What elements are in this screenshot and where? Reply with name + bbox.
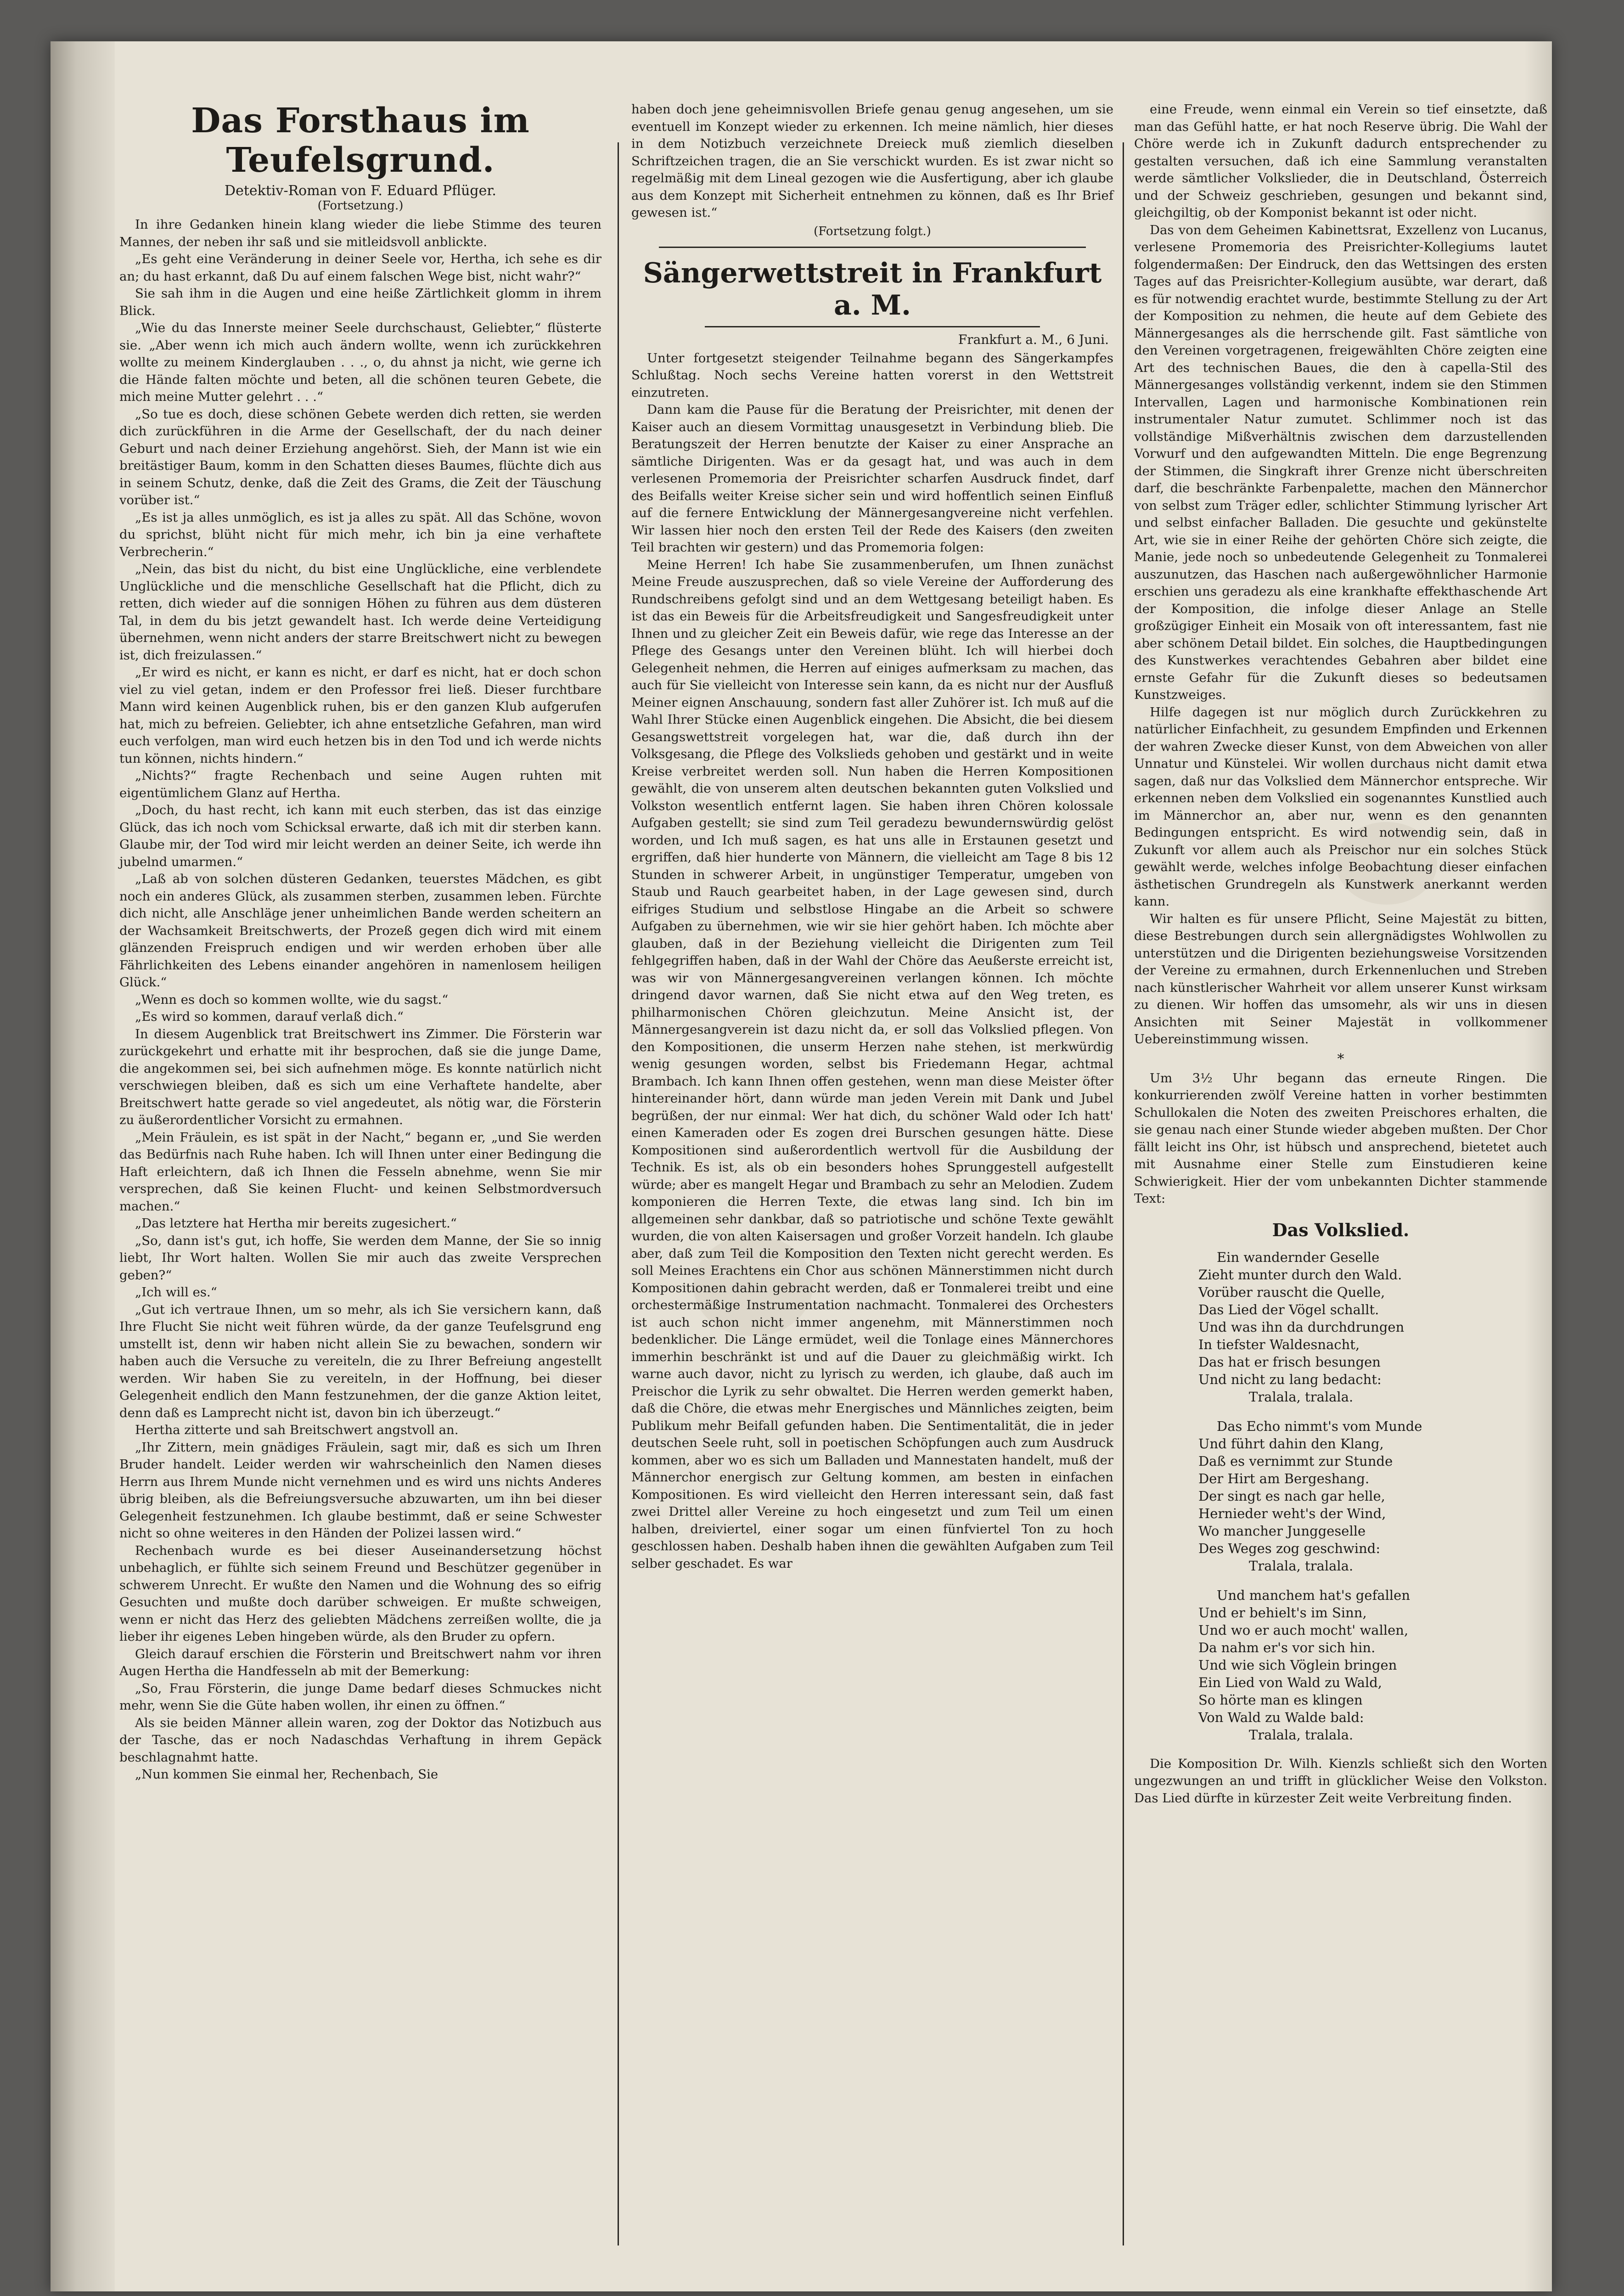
novel-paragraph: „Er wird es nicht, er kann es nicht, er darf es nicht, hat er doch schon viel zu viel getan, indem er den Professor frei ließ. Dieser furchtbare Mann wird keinen Augenblick ruhen, bis er den ganzen Klub aufgerufen hat, mich zu befreien. Geliebter, ich ahne entsetzliche Gefahren, man wird euch verfolgen, man wird euch hetzen bis in den Tod und ich werde nichts tun können, nichts hindern.“ [119, 665, 601, 766]
poem-line: Und wie sich Vöglein bringen [1198, 1657, 1397, 1673]
column-divider [618, 142, 619, 2245]
poem-line: Tralala, tralala. [1249, 1727, 1354, 1743]
poem-line: Und führt dahin den Klang, [1198, 1435, 1384, 1452]
poem-stanza [1134, 1249, 1547, 1406]
article-paragraph: Hilfe dagegen ist nur möglich durch Zurückkehren zu natürlicher Einfachheit, zu gesundem Empfinden und Erkennen der wahren Zwecke dieser Kunst, von dem Abweichen von aller Unnatur und Künstelei. Wir wollen durchaus nicht damit etwa sagen, daß nur das Volkslied dem Männerchor entspreche. Wir erkennen neben dem Volkslied ein sogenanntes Kunstlied auch im Männerchor an, aber nur, wenn es den genannten Bedingungen entspricht. Es wird notwendig sein, daß in Zukunft vor allem auch als Preischor nur ein solches Stück gewählt werde, welches infolge Beobachtung dieser einfachen ästhetischen Grundregeln als Kunstwerk anerkannt werden kann. [1134, 704, 1547, 909]
article-body [631, 350, 1113, 1573]
column-divider [1123, 142, 1124, 2245]
poem-line: Der singt es nach gar helle, [1198, 1488, 1385, 1504]
novel-paragraph: „Es wird so kommen, darauf verlaß dich.“ [135, 1009, 404, 1024]
poem-line: Tralala, tralala. [1249, 1389, 1354, 1405]
poem-stanza [1134, 1587, 1547, 1744]
novel-paragraph: „Wie du das Innerste meiner Seele durchschaust, Geliebter,“ flüsterte sie. „Aber wenn ich mich auch ändern wollte, wenn ich zurückkehren wollte zu meinem Kinderglauben . . ., o, du ahnst ja nicht, wie gerne ich die Hände falten möchte und beten, all die schönen teuren Gebete, die mich meine Mutter gelehrt . . .“ [119, 321, 601, 404]
novel-paragraph: „So tue es doch, diese schönen Gebete werden dich retten, sie werden dich zurückführen in die Arme der Gesellschaft, der du nach deiner Geburt und nach deiner Erziehung angehörst. Sieh, der Mann ist wie ein breitästiger Baum, komm in den Schatten dieses Baumes, flüchte dich aus in seinem Schutz, denke, daß die Zeit des Grams, die Zeit der Täuschung vorüber ist.“ [119, 406, 601, 507]
poem-line: Und wo er auch mocht' wallen, [1198, 1622, 1409, 1638]
newspaper-page [51, 41, 1552, 2291]
novel-paragraph: Hertha zitterte und sah Breitschwert angstvoll an. [135, 1423, 459, 1437]
novel-byline: Detektiv-Roman von F. Eduard Pflüger. [225, 183, 496, 199]
continuation-note: (Fortsetzung.) [317, 199, 404, 213]
poem-title: Das Volkslied. [1272, 1219, 1410, 1240]
poem-line: Hernieder weht's der Wind, [1198, 1505, 1386, 1521]
novel-paragraph: „Es geht eine Veränderung in deiner Seele vor, Hertha, ich sehe es dir an; du hast erkannt, daß Du auf einem falschen Wege bist, nicht wahr?“ [119, 252, 601, 284]
poem [1134, 1249, 1547, 1744]
novel-body [119, 216, 601, 1784]
to-be-continued-note: (Fortsetzung folgt.) [814, 224, 931, 238]
novel-paragraph: „Nun kommen Sie einmal her, Rechenbach, Sie [135, 1767, 438, 1782]
column-right [1134, 101, 1547, 1807]
novel-paragraph: „So, dann ist's gut, ich hoffe, Sie werden dem Manne, der Sie so innig liebt, Ihr Wort halten. Wollen Sie mir auch das zweite Versprechen geben?“ [119, 1233, 601, 1283]
article-body-continued [1134, 101, 1547, 1048]
novel-paragraph: „Das letztere hat Hertha mir bereits zugesichert.“ [135, 1216, 457, 1231]
article-paragraph: Das von dem Geheimen Kabinettsrat, Exzellenz von Lucanus, verlesene Promemoria des Preisrichter-Kollegiums lautet folgendermaßen: Der Eindruck, den das Wettsingen des ersten Tages auf das Preisrichter-Kollegium ausübte, war derart, daß es für notwendig erachtet wurde, bestimmte Stellung zu der Art der Komposition zu nehmen, die heute auf dem Gebiete des Männergesanges als die herrschende gilt. Fast sämtliche von den Vereinen vorgetragenen, freigewählten Chöre zeigten eine Art des technischen Baues, die den à capella-Stil des Männergesanges vollständig verkennt, indem sie den Stimmen Intervallen, Lagen und harmonische Kombinationen rein instrumentaler Natur zumutet. Schlimmer noch ist das vollständige Mißverhältnis zwischen dem darzustellenden Vorwurf und den aufgewandten Mitteln. Die enge Begrenzung der Stimmen, die Singkraft ihrer Grenze nicht überschreiten darf, die beschränkte Farbenpalette, machen den Männerchor von selbst zum Träger edler, schlichter Stimmung lyrischer Art und selbst einfacher Balladen. Die gesuchte und gekünstelte Art, wie sie in einer Reihe der gehörten Chöre sich zeigte, die Manie, jede noch so unbedeutende Gelegenheit zu Tonmalerei auszunutzen, das Haschen nach außergewöhnlicher Harmonie erschien uns geradezu als eine krankhafte effekthaschende Art der Komposition, die infolge dieser Anlage an Stelle großzügiger Einheit ein Mosaik von oft interessantem, fast nie aber schönem Detail bildet. Ein solches, die Hauptbedingungen des Kunstwerkes verachtendes Gebahren aber bildet eine ernste Gefahr für die Zukunft dieses so bedeutsamen Kunstzweiges. [1134, 222, 1547, 702]
poem-stanza [1134, 1418, 1547, 1575]
novel-paragraph: Als sie beiden Männer allein waren, zog der Doktor das Notizbuch aus der Tasche, das er noch Nadaschdas Verhaftung in ihrem Gepäck beschlagnahmt hatte. [119, 1715, 601, 1765]
poem-line: Das Lied der Vögel schallt. [1198, 1301, 1379, 1317]
novel-paragraph: „Es ist ja alles unmöglich, es ist ja alles zu spät. All das Schöne, wovon du sprichst, blüht nicht für mich mehr, ich bin ja eine verhaftete Verbrecherin.“ [119, 510, 601, 559]
poem-line: Und manchem hat's gefallen [1217, 1587, 1410, 1603]
novel-paragraph: „So, Frau Försterin, die junge Dame bedarf dieses Schmuckes nicht mehr, wenn Sie die Güte haben wollen, ihr einen zu öffnen.“ [119, 1681, 601, 1713]
article-paragraph: eine Freude, wenn einmal ein Verein so tief einsetzte, daß man das Gefühl hatte, er hat noch Reserve übrig. Die Wahl der Chöre werde ich in Zukunft dadurch entsprechender zu gestalten versuchen, daß ich eine Sammlung veranstalten werde sämtlicher Volkslieder, die in Deutschland, Österreich und der Schweiz geschrieben, gesungen und bekannt sind, gleichgiltig, ob der Komponist bekannt ist oder nicht. [1134, 102, 1547, 220]
poem-line: Zieht munter durch den Wald. [1198, 1266, 1402, 1283]
poem-line: Daß es vernimmt zur Stunde [1198, 1453, 1393, 1469]
poem-line: In tiefster Waldesnacht, [1198, 1336, 1360, 1352]
novel-paragraph: „Doch, du hast recht, ich kann mit euch sterben, das ist das einzige Glück, das ich noch vom Schicksal erwarte, daß ich mit dir sterben kann. Glaube mir, der Tod wird mir leicht werden an deiner Seite, ich werde ihn jubelnd umarmen.“ [119, 803, 601, 869]
poem-line: Das Echo nimmt's vom Munde [1217, 1418, 1422, 1434]
section-separator: * [1337, 1051, 1344, 1067]
heading-rule [705, 326, 1040, 327]
article-paragraph: Dann kam die Pause für die Beratung der Preisrichter, mit denen der Kaiser auch an diesem Vormittag unausgesetzt in Verbindung blieb. Die Beratungszeit der Herren benutzte der Kaiser zu einer Ansprache an sämtliche Dirigenten. Was er da gesagt hat, und was auch in dem verlesenen Promemoria der Preisrichter scharfen Ausdruck findet, darf des Beifalls weiter Kreise sicher sein und wird hoffentlich seinen Einfluß auf die fernere Entwicklung der Männergesangvereine nicht verfehlen. Wir lassen hier noch den ersten Teil der Rede des Kaisers (den zweiten Teil brachten wir gestern) und das Promemoria folgen: [631, 402, 1113, 555]
article-paragraph: Meine Herren! Ich habe Sie zusammenberufen, um Ihnen zunächst Meine Freude auszusprechen, daß so viele Vereine der Aufforderung des Rundschreibens gefolgt sind und an dem Wettgesang beteiligt haben. Es ist das ein Beweis für die Arbeitsfreudigkeit und Sangesfreudigkeit unter Ihnen und zu gleicher Zeit ein Beweis dafür, wie rege das Interesse an der Pflege des Gesangs unter den Vereinen blüht. Ich will hierbei doch Gelegenheit nehmen, die Herren auf einiges aufmerksam zu machen, das auch für Sie vielleicht von Interesse sein kann, da es nicht nur der Ausfluß Meiner eignen Anschauung, sondern fast aller Zuhörer ist. Ich muß auf die Wahl Ihrer Stücke einen Augenblick eingehen. Die Absicht, die bei diesem Gesangswettstreit vorgelegen hat, war die, daß durch ihn der Volksgesang, die Pflege des Volkslieds gehoben und gestärkt und in weite Kreise verbreitet werden soll. Nun haben die Herren Kompositionen gewählt, die von unserem alten deutschen bekannten guten Volkslied und Volkston wesentlich entfernt lagen. Sie haben ihren Chören kolossale Aufgaben gestellt; sie sind zum Teil geradezu bewundernswürdig gelöst worden, und Ich muß sagen, es hat uns alle in Erstaunen gesetzt und ergriffen, daß hier hunderte von Männern, die vielleicht am Tage 8 bis 12 Stunden in schwerer Arbeit, in ungünstiger Temperatur, umgeben von Staub und Rauch gearbeitet haben, in der Lage gewesen sind, durch eifriges Studium und selbstlose Hingabe an die Arbeit so schwere Aufgaben zu übernehmen, wie wir sie hier gehört haben. Ich möchte aber glauben, daß in der Beziehung vielleicht die Dirigenten zum Teil fehlgegriffen haben, daß in der Wahl der Chöre das Aeußerste erreicht ist, was wir von Männergesangvereinen verlangen können. Ich möchte dringend davor warnen, daß Sie nicht etwa auf den Weg treten, es philharmonischen Chören gleichzutun. Meine Ansicht ist, der Männergesangverein ist dazu nicht da, er soll das Volkslied pflegen. Von den Kompositionen, die unserm Herzen nahe stehen, ist merkwürdig wenig gesungen worden, selbst bis Friedemann Hegar, achtmal Brambach. Ich kann Ihnen offen gestehen, wenn man diese Meister öfter hintereinander hört, dann würde man jeden Verein mit Dank und Jubel begrüßen, der nur einmal: Wer hat dich, du schöner Wald oder Ich hatt' einen Kameraden oder Es zogen drei Burschen gesungen hätte. Diese Kompositionen sind außerordentlich wertvoll für die Ausbildung der Technik. Es ist, als ob ein besonders hohes Sprunggestell aufgestellt würde; aber es mangelt Hegar und Brambach zu sehr an Melodien. Zudem komponieren die Herren Texte, die etwas lang sind. Ich bin im allgemeinen sehr dankbar, daß so patriotische und schöne Texte gewählt wurden, die von alten Kaisersagen und großer Vorzeit handeln. Ich glaube aber, daß zum Teil die Komposition den Texten nicht gerecht werden. Es soll Meines Erachtens ein Chor aus schönen Männerstimmen nicht durch Kompositionen dahin gebracht werden, daß er Tonmalerei treibt und eine orchestermäßige Instrumentation nachmacht. Tonmalerei des Orchesters ist auch schon nicht immer angenehm, mit Männerstimmen noch bedenklicher. Die Länge ermüdet, weil die Tonlage eines Männerchores immerhin beschränkt ist und auf die Dauer zu gleichmäßig wirkt. Ich warne auch davor, nicht zu lyrisch zu werden, ich glaube, daß auch im Preischor die Lyrik zu sehr obwaltet. Die Herren werden gemerkt haben, daß die Chöre, die etwas mehr Energisches und Männliches zeigten, beim Publikum mehr Beifall gefunden haben. Die Sentimentalität, die in jeder deutschen Seele ruht, soll in poetischen Schöpfungen auch zum Ausdruck kommen, aber wo es sich um Balladen und Mannestaten handelt, muß der Männerchor energisch zur Geltung kommen, am besten in einfachen Kompositionen. Es wird vielleicht den Herren interessant sein, daß fast zwei Drittel aller Vereine zu hoch eingesetzt und zum Teil um einen halben, dreiviertel, einer sogar um einen fünfviertel Ton zu hoch geschlossen haben. Deshalb haben ihnen die gewählten Aufgaben zum Teil selber geschadet. Es war [631, 557, 1113, 1571]
novel-paragraph: Sie sah ihm in die Augen und eine heiße Zärtlichkeit glomm in ihrem Blick. [119, 286, 601, 318]
novel-paragraph: „Mein Fräulein, es ist spät in der Nacht,“ begann er, „und Sie werden das Bedürfnis nach Ruhe haben. Ich will Ihnen unter einer Bedingung die Haft erleichtern, daß ich Ihnen die Fesseln abnehme, wenn Sie mir versprechen, daß Sie keinen Flucht- und keinen Selbstmordversuch machen.“ [119, 1130, 601, 1214]
poem-line: Und nicht zu lang bedacht: [1198, 1371, 1382, 1387]
poem-line: Der Hirt am Bergeshang. [1198, 1470, 1370, 1486]
novel-paragraph: „Laß ab von solchen düsteren Gedanken, teuerstes Mädchen, es gibt noch ein anderes Glück, als zusammen sterben, zusammen leben. Fürchte dich nicht, alle Anschläge jener unheimlichen Bande werden scheitern an der Wachsamkeit Breitschwerts, der Prozeß gegen dich wird mit einem glänzenden Freispruch endigen und wir werden erhoben über alle Fährlichkeiten des Lebens einander angehören in namenlosem heiligen Glück.“ [119, 872, 601, 990]
article-paragraph: Um 3½ Uhr begann das erneute Ringen. Die konkurrierenden zwölf Vereine hatten in vorher bestimmten Schullokalen die Noten des zweiten Preischores erhalten, die sie genau nach einer Stunde wieder abgeben mußten. Der Chor fällt leicht ins Ohr, ist hübsch und ansprechend, bietetet auch mit Ausnahme einer Stelle zum Einstudieren keine Schwierigkeit. Hier der vom unbekannten Dichter stammende Text: [1134, 1070, 1547, 1206]
poem-line: So hörte man es klingen [1198, 1692, 1363, 1708]
article-dateline: Frankfurt a. M., 6 Juni. [958, 332, 1109, 347]
poem-line: Das hat er frisch besungen [1198, 1354, 1381, 1370]
novel-paragraph: „Nichts?“ fragte Rechenbach und seine Augen ruhten mit eigentümlichem Glanz auf Hertha. [119, 768, 601, 800]
novel-paragraph: „Nein, das bist du nicht, du bist eine Unglückliche, eine verblendete Unglückliche und die menschliche Gesellschaft hat die Pflicht, dich zu retten, dich wieder auf die sonnigen Höhen zu führen aus dem düsteren Tal, in dem du bis jetzt gewandelt hast. Ich werde deine Verteidigung übernehmen, wenn nicht anders der starre Breitschwert nicht zu bewegen ist, dich freizulassen.“ [119, 562, 601, 663]
novel-title: Das Forsthaus im Teufelsgrund. [191, 101, 530, 180]
novel-continuation-paragraph: haben doch jene geheimnisvollen Briefe genau genug angesehen, um sie eventuell im Konzept wieder zu erkennen. Ich meine nämlich, hier dieses in dem Notizbuch verzeichnete Dreieck muß ziemlich dieselben Schriftzeichen tragen, die an Sie verschickt wurden. Es ist zwar nicht so regelmäßig mit dem Lineal gezogen wie die Ausfertigung, aber ich glaube aus dem Konzept mit Sicherheit entnehmen zu können, daß es Ihr Brief gewesen ist.“ [631, 102, 1113, 220]
poem-line: Ein Lied von Wald zu Wald, [1198, 1674, 1382, 1690]
column-serial-novel [119, 101, 601, 1784]
poem-line: Des Weges zog geschwind: [1198, 1540, 1381, 1556]
novel-paragraph: „Ihr Zittern, mein gnädiges Fräulein, sagt mir, daß es sich um Ihren Bruder handelt. Leider werden wir wahrscheinlich den Namen dieses Herrn aus Ihrem Munde nicht vernehmen und es wird uns nichts Anderes übrig bleiben, als die Befreiungsversuche abzuwarten, um ihn bei dieser Gelegenheit festzunehmen. Ich glaube bestimmt, daß er seine Schwester nicht so ohne weiteres in den Händen der Polizei lassen wird.“ [119, 1440, 601, 1541]
poem-line: Und was ihn da durchdrungen [1198, 1319, 1405, 1335]
poem-line: Ein wandernder Geselle [1217, 1249, 1380, 1265]
section-rule [659, 247, 1086, 248]
poem-line: Tralala, tralala. [1249, 1558, 1354, 1574]
poem-line: Und er behielt's im Sinn, [1198, 1604, 1367, 1621]
novel-paragraph: „Wenn es doch so kommen wollte, wie du sagst.“ [135, 992, 449, 1007]
novel-paragraph: In ihre Gedanken hinein klang wieder die liebe Stimme des teuren Mannes, der neben ihr saß und sie mitleidsvoll anblickte. [119, 217, 601, 249]
novel-paragraph: „Ich will es.“ [135, 1285, 217, 1300]
page-binding [51, 41, 115, 2291]
article-paragraph: Unter fortgesetzt steigender Teilnahme begann des Sängerkampfes Schlußtag. Noch sechs Vereine hatten vorerst in den Wettstreit einzutreten. [631, 350, 1113, 400]
column-center [631, 101, 1113, 1572]
novel-paragraph: In diesem Augenblick trat Breitschwert ins Zimmer. Die Försterin war zurückgekehrt und erhatte mit ihr besprochen, daß sie die junge Dame, die angekommen sei, bei sich aufnehmen möge. Es konnte natürlich nicht verschwiegen bleiben, daß es sich um eine Verhaftete handelte, aber Breitschwert hatte gerade so viel angedeutet, als nötig war, die Försterin zu äußerordentlicher Vorsicht zu ermahnen. [119, 1026, 601, 1127]
novel-paragraph: Rechenbach wurde es bei dieser Auseinandersetzung höchst unbehaglich, er fühlte sich seinem Freund und Beschützer gegenüber in schwerem Unrecht. Er wußte den Namen und die Wohnung des so eifrig Gesuchten und mußte doch darüber schweigen. Er mußte schweigen, wenn er nicht das Herz des geliebten Mädchens zerreißen wollte, die ja lieber ihr eigenes Leben hingeben würde, als den Bruder zu opfern. [119, 1543, 601, 1644]
closing-paragraph: Die Komposition Dr. Wilh. Kienzls schließt sich den Worten ungezwungen an und trifft in glücklicher Weise den Volkston. Das Lied dürfte in kürzester Zeit weite Verbreitung finden. [1134, 1756, 1547, 1806]
article-heading: Sängerwettstreit in Frankfurt a. M. [643, 257, 1102, 321]
novel-paragraph: Gleich darauf erschien die Försterin und Breitschwert nahm vor ihren Augen Hertha die Handfesseln ab mit der Bemerkung: [119, 1646, 601, 1678]
poem-line: Von Wald zu Walde bald: [1198, 1709, 1364, 1725]
poem-line: Wo mancher Junggeselle [1198, 1523, 1366, 1539]
novel-paragraph: „Gut ich vertraue Ihnen, um so mehr, als ich Sie versichern kann, daß Ihre Flucht Sie nicht weit führen würde, da der ganze Teufelsgrund eng umstellt ist, denn wir haben nicht allein Sie zu bewachen, sondern wir haben auch die Versuche zu vereiteln, die zu Ihrer Befreiung angestellt werden. Wir haben Sie zu vereiteln, in der Hoffnung, bei dieser Gelegenheit endlich den Mann festzunehmen, der die ganze Aktion leitet, denn daß es Lamprecht nicht ist, davon bin ich überzeugt.“ [119, 1302, 601, 1420]
poem-line: Da nahm er's vor sich hin. [1198, 1639, 1376, 1655]
poem-line: Vorüber rauscht die Quelle, [1198, 1284, 1385, 1300]
article-paragraph: Wir halten es für unsere Pflicht, Seine Majestät zu bitten, diese Bestrebungen durch sein allergnädigstes Wohlwollen zu unterstützen und die Dirigenten beziehungsweise Vorsitzenden der Vereine zu ermahnen, durch Erkennenluchen und Streben nach künstlerischer Wahrheit vor allem unserer Kunst wirksam zu dienen. Wir hoffen das umsomehr, als wir uns in diesen Ansichten mit Seiner Majestät in vollkommener Uebereinstimmung wissen. [1134, 911, 1547, 1047]
